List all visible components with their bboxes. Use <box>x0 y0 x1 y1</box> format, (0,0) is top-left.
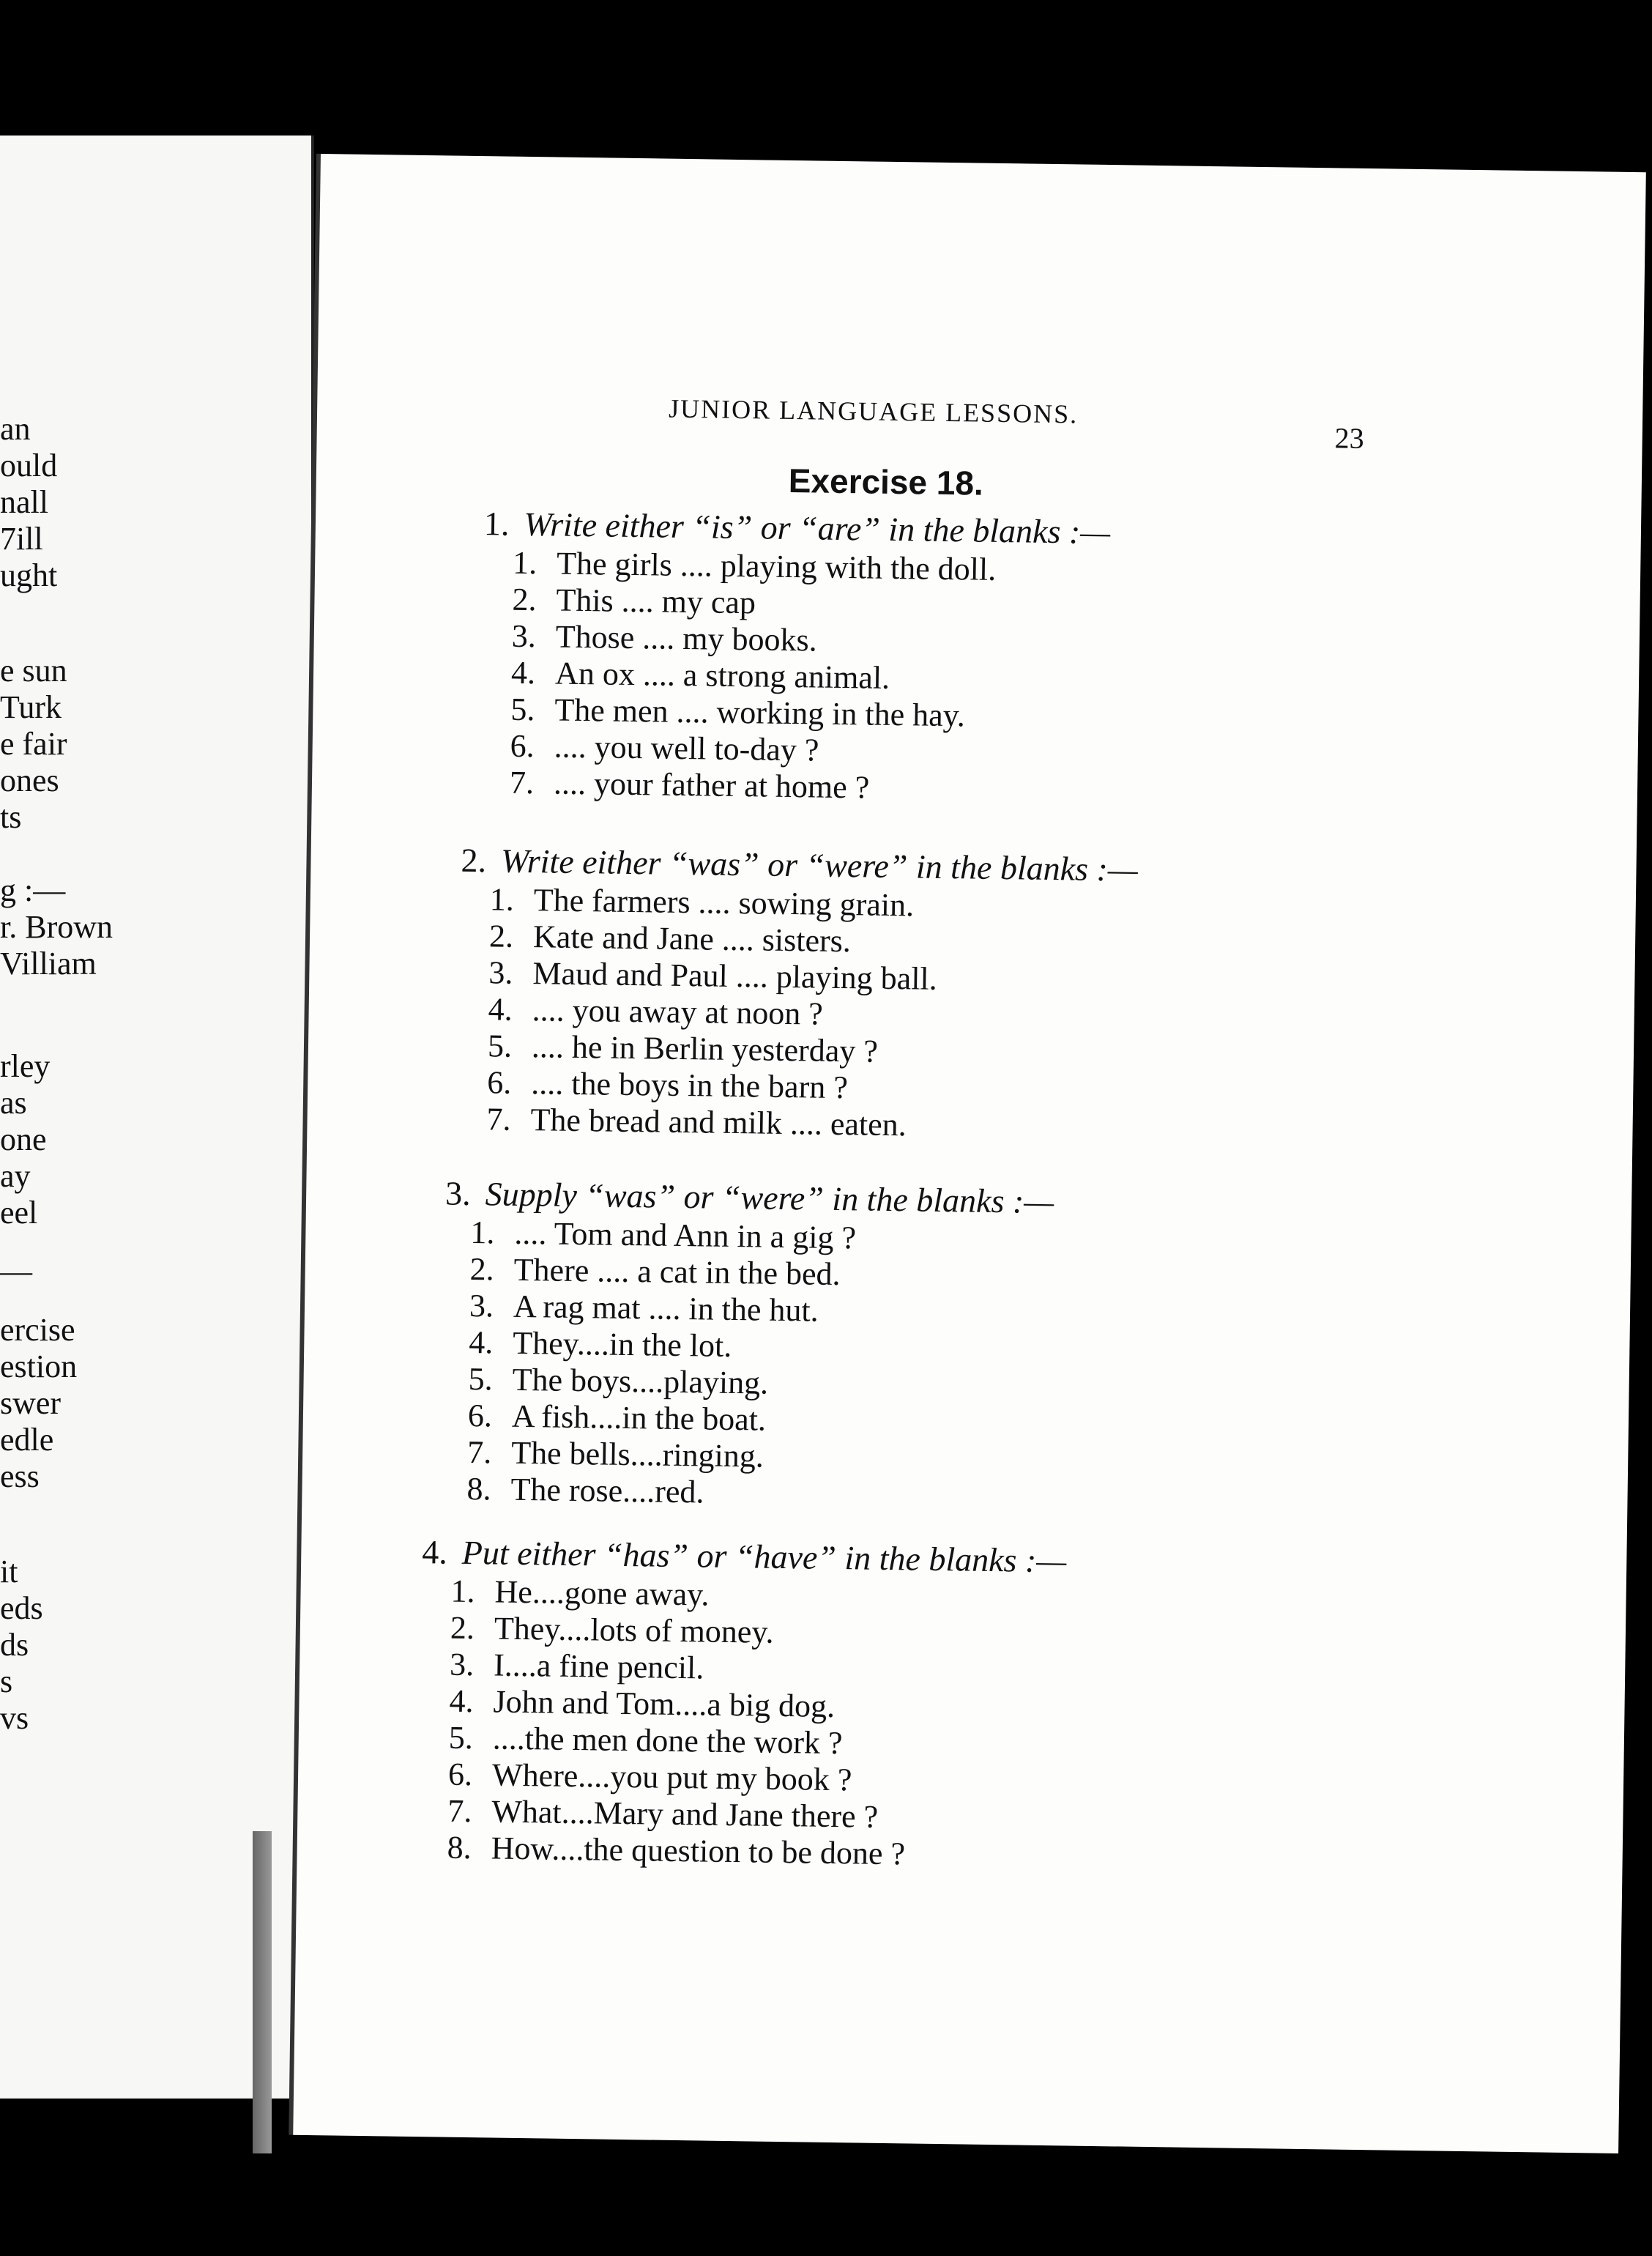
item-text: The bread and milk .... eaten. <box>530 1102 907 1143</box>
left-page-text-fragment: vs <box>0 1700 29 1736</box>
section-number: 3. <box>444 1174 472 1212</box>
left-page-text-fragment: edle <box>0 1422 54 1458</box>
exercise-section-1 <box>480 504 1652 818</box>
left-page-text-fragment: ay <box>0 1158 31 1194</box>
item-text: .... you away at noon ? <box>532 992 824 1032</box>
item-text: The bells....ringing. <box>510 1434 764 1474</box>
item-number: 2. <box>450 1609 475 1647</box>
item-text: The men .... working in the hay. <box>554 691 966 734</box>
left-page-text-fragment: nall <box>0 484 48 520</box>
item-text: Kate and Jane .... sisters. <box>532 919 852 960</box>
left-page-text-fragment: eds <box>0 1590 43 1626</box>
item-text: Maud and Paul .... playing ball. <box>532 955 938 997</box>
left-page-text-fragment: eel <box>0 1195 38 1231</box>
item-text: Where....you put my book ? <box>491 1756 852 1798</box>
item-number: 3. <box>511 617 537 655</box>
running-head: JUNIOR LANGUAGE LESSONS. <box>668 393 1079 429</box>
item-text: John and Tom....a big dog. <box>493 1683 836 1725</box>
left-page-text-fragment: one <box>0 1121 47 1157</box>
item-number: 7. <box>486 1101 511 1138</box>
left-page-text-fragment: e fair <box>0 726 67 762</box>
item-text: .... Tom and Ann in a gig ? <box>514 1214 857 1256</box>
item-text: There .... a cat in the bed. <box>513 1251 841 1293</box>
item-number: 7. <box>466 1433 492 1471</box>
item-number: 8. <box>466 1470 491 1507</box>
item-number: 4. <box>469 1324 494 1361</box>
left-page-text-fragment: an <box>0 411 31 447</box>
left-page-text-fragment: as <box>0 1085 27 1121</box>
item-text: The boys....playing. <box>512 1361 769 1401</box>
item-text: .... he in Berlin yesterday ? <box>531 1028 879 1069</box>
item-text: They....in the lot. <box>513 1324 732 1364</box>
item-number: 6. <box>486 1064 512 1101</box>
item-number: 6. <box>467 1397 493 1434</box>
page-number: 23 <box>1334 421 1365 455</box>
item-text: .... the boys in the barn ? <box>530 1065 849 1106</box>
instruction-text: Write either “is” or “are” in the blanks :— <box>524 505 1111 552</box>
item-number: 4. <box>488 991 513 1028</box>
left-page-text-fragment: — <box>0 1253 32 1289</box>
left-page-text-fragment: Villiam <box>0 946 97 982</box>
item-text: An ox .... a strong animal. <box>554 655 890 696</box>
exercise-title: Exercise 18. <box>788 461 984 502</box>
left-page-text-fragment: ts <box>0 799 22 835</box>
item-text: Those .... my books. <box>555 618 818 658</box>
left-page-text-fragment: ould <box>0 448 58 483</box>
item-number: 2. <box>488 918 514 954</box>
item-text: .... your father at home ? <box>553 765 870 806</box>
item-number: 5. <box>487 1028 513 1064</box>
item-number: 5. <box>448 1719 474 1756</box>
item-number: 1. <box>470 1214 495 1251</box>
item-number: 4. <box>449 1682 474 1720</box>
left-page-text-fragment: ess <box>0 1458 40 1494</box>
instruction-text: Supply “was” or “were” in the blanks :— <box>485 1175 1054 1221</box>
left-page-text-fragment: g :— <box>0 872 66 908</box>
item-number: 1. <box>489 881 515 918</box>
item-number: 5. <box>510 691 535 728</box>
left-page-text-fragment: e sun <box>0 653 67 689</box>
exercise-section-2 <box>457 841 1652 1155</box>
item-number: 3. <box>449 1646 475 1683</box>
item-number: 1. <box>512 544 537 582</box>
left-page-fragment <box>0 136 314 2099</box>
left-page-text-fragment: ercise <box>0 1312 75 1348</box>
left-page-text-fragment: rley <box>0 1048 51 1084</box>
left-page-text-fragment: Turk <box>0 689 62 725</box>
item-text: He....gone away. <box>494 1573 710 1613</box>
left-page-text-fragment: it <box>0 1554 18 1589</box>
item-number: 8. <box>447 1829 472 1866</box>
item-text: This .... my cap <box>556 582 756 621</box>
left-page-text-fragment: ught <box>0 557 58 593</box>
item-text: How....the question to be done ? <box>491 1830 906 1872</box>
item-number: 6. <box>447 1756 473 1793</box>
item-number: 1. <box>450 1573 475 1610</box>
item-text: .... you well to-day ? <box>554 728 819 768</box>
item-text: The farmers .... sowing grain. <box>533 882 915 924</box>
section-number: 2. <box>461 841 487 880</box>
item-number: 4. <box>510 654 536 691</box>
exercise-section-4 <box>417 1532 1652 1883</box>
item-number: 5. <box>468 1360 494 1398</box>
page-gutter-shadow <box>253 1831 272 2153</box>
left-page-text-fragment: ones <box>0 762 59 798</box>
left-page-text-fragment: s <box>0 1663 13 1699</box>
left-page-text-fragment: swer <box>0 1385 62 1421</box>
item-number: 2. <box>512 581 537 618</box>
left-page-text-fragment: 7ill <box>0 521 43 557</box>
book-page <box>293 154 1646 2153</box>
item-text: ....the men done the work ? <box>492 1720 843 1762</box>
item-number: 3. <box>488 954 513 991</box>
item-number: 7. <box>447 1792 472 1830</box>
section-number: 4. <box>422 1533 448 1571</box>
item-text: The girls .... playing with the doll. <box>556 545 997 587</box>
section-number: 1. <box>483 505 510 543</box>
item-number: 3. <box>469 1287 494 1324</box>
item-text: I....a fine pencil. <box>493 1647 704 1686</box>
exercise-section-3 <box>441 1174 1652 1525</box>
item-number: 6. <box>510 727 535 765</box>
item-text: The rose....red. <box>510 1471 704 1510</box>
item-text: What....Mary and Jane there ? <box>491 1793 879 1835</box>
left-page-text-fragment: ds <box>0 1627 29 1663</box>
instruction-text: Write either “was” or “were” in the blanks :— <box>500 842 1139 888</box>
left-page-text-fragment: r. Brown <box>0 909 113 945</box>
item-text: A rag mat .... in the hut. <box>513 1288 819 1329</box>
item-number: 7. <box>509 764 535 801</box>
item-number: 2. <box>469 1250 495 1288</box>
item-text: They....lots of money. <box>494 1610 774 1650</box>
item-text: A fish....in the boat. <box>511 1398 767 1438</box>
instruction-text: Put either “has” or “have” in the blanks :— <box>461 1533 1067 1580</box>
left-page-text-fragment: estion <box>0 1348 78 1384</box>
